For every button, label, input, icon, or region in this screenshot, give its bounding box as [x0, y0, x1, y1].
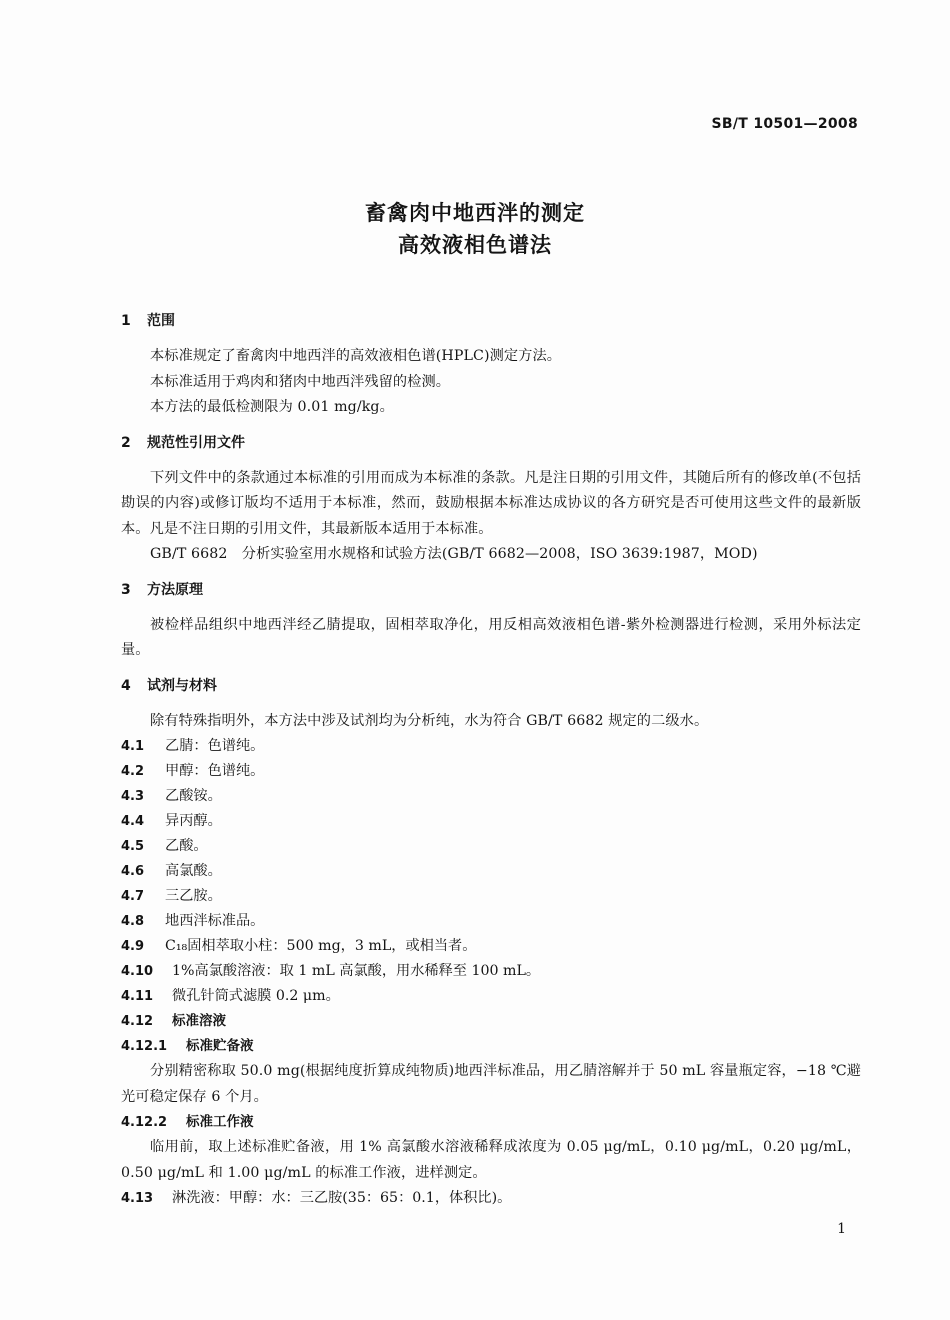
item-number: 4.12 — [121, 1014, 154, 1029]
item-text: 微孔针筒式滤膜 0.2 μm。 — [172, 988, 340, 1004]
document-subtitle: 高效液相色谱法 — [398, 233, 552, 257]
section-number: 3 — [121, 581, 131, 598]
item-number: 4.13 — [121, 1191, 154, 1206]
list-item — [121, 959, 861, 984]
item-number: 4.10 — [121, 964, 154, 979]
item-text: 三乙胺。 — [165, 888, 222, 904]
list-item — [121, 859, 861, 884]
item-number: 4.5 — [121, 839, 145, 854]
item-text: 甲醇：色谱纯。 — [165, 763, 265, 779]
item-text: 高氯酸。 — [165, 863, 222, 879]
item-text: 标准贮备液 — [186, 1038, 254, 1054]
item-text: 异丙醇。 — [165, 813, 222, 829]
item-number: 4.12.2 — [121, 1115, 168, 1130]
section-1-heading — [121, 310, 861, 332]
list-item — [121, 934, 861, 959]
paragraph: 下列文件中的条款通过本标准的引用而成为本标准的条款。凡是注日期的引用文件，其随后所有的修改单(不包括勘误的内容)或修订版均不适用于本标准，然而，鼓励根据本标准达成协议的各方研究是否可使用这些文件的最新版本。凡是不注日期的引用文件，其最新版本适用于本标准。 — [121, 469, 861, 537]
item-text: 乙酸铵。 — [165, 788, 222, 804]
list-item — [121, 784, 861, 809]
section-number: 4 — [121, 677, 131, 694]
item-text: 标准溶液 — [172, 1013, 226, 1029]
document-body — [121, 310, 861, 1211]
paragraph: 本方法的最低检测限为 0.01 mg/kg。 — [150, 399, 394, 415]
item-number: 4.7 — [121, 889, 145, 904]
item-number: 4.3 — [121, 789, 145, 804]
standard-number: SB/T 10501—2008 — [711, 116, 858, 132]
item-text: 1%高氯酸溶液：取 1 mL 高氯酸，用水稀释至 100 mL。 — [172, 963, 541, 979]
paragraph: 被检样品组织中地西泮经乙腈提取，固相萃取净化，用反相高效液相色谱-紫外检测器进行检测，采用外标法定量。 — [121, 616, 861, 658]
paragraph: 分别精密称取 50.0 mg(根据纯度折算成纯物质)地西泮标准品，用乙腈溶解并于 50 mL 容量瓶定容，−18 ℃避光可稳定保存 6 个月。 — [121, 1063, 861, 1105]
item-number: 4.2 — [121, 764, 145, 779]
item-text: 地西泮标准品。 — [165, 913, 265, 929]
item-number: 4.6 — [121, 864, 145, 879]
paragraph: 本标准规定了畜禽肉中地西泮的高效液相色谱(HPLC)测定方法。 — [150, 348, 562, 364]
subsection-heading — [121, 1110, 861, 1135]
list-item — [121, 759, 861, 784]
list-item — [121, 1009, 861, 1034]
section-title: 试剂与材料 — [147, 677, 217, 694]
paragraph: 本标准适用于鸡肉和猪肉中地西泮残留的检测。 — [150, 373, 451, 390]
section-number: 1 — [121, 313, 131, 329]
item-number: 4.9 — [121, 939, 145, 954]
item-text: 乙腈：色谱纯。 — [165, 738, 265, 754]
section-number: 2 — [121, 434, 131, 451]
list-item — [121, 734, 861, 759]
section-title: 规范性引用文件 — [147, 434, 245, 451]
item-text: 标准工作液 — [186, 1114, 254, 1130]
item-number: 4.8 — [121, 914, 145, 929]
normative-reference: GB/T 6682 分析实验室用水规格和试验方法(GB/T 6682—2008，ISO 3639:1987，MOD) — [150, 546, 758, 562]
paragraph: 临用前，取上述标准贮备液，用 1% 高氯酸水溶液稀释成浓度为 0.05 μg/mL，0.10 μg/mL，0.20 μg/mL，0.50 μg/mL 和 1.00 μg/mL 的标准工作液，进样测定。 — [121, 1139, 861, 1181]
section-4-heading — [121, 675, 861, 697]
item-number: 4.11 — [121, 989, 154, 1004]
subsection-heading — [121, 1034, 861, 1059]
section-2-heading — [121, 432, 861, 454]
list-item — [121, 984, 861, 1009]
section-3-heading — [121, 579, 861, 601]
list-item — [121, 1186, 861, 1211]
item-number: 4.4 — [121, 814, 145, 829]
page-number: 1 — [837, 1221, 846, 1237]
section-title: 范围 — [147, 313, 175, 329]
list-item — [121, 809, 861, 834]
list-item — [121, 884, 861, 909]
paragraph: 除有特殊指明外，本方法中涉及试剂均为分析纯，水为符合 GB/T 6682 规定的二级水。 — [150, 712, 709, 729]
section-title: 方法原理 — [147, 581, 203, 598]
item-number: 4.1 — [121, 739, 145, 754]
item-text: 乙酸。 — [165, 838, 208, 854]
list-item — [121, 909, 861, 934]
document-title: 畜禽肉中地西泮的测定 — [365, 201, 585, 225]
item-number: 4.12.1 — [121, 1039, 168, 1054]
item-text: 淋洗液：甲醇：水：三乙胺(35：65：0.1，体积比)。 — [172, 1190, 512, 1206]
list-item — [121, 834, 861, 859]
item-text: C₁₈固相萃取小柱：500 mg，3 mL，或相当者。 — [165, 938, 477, 954]
